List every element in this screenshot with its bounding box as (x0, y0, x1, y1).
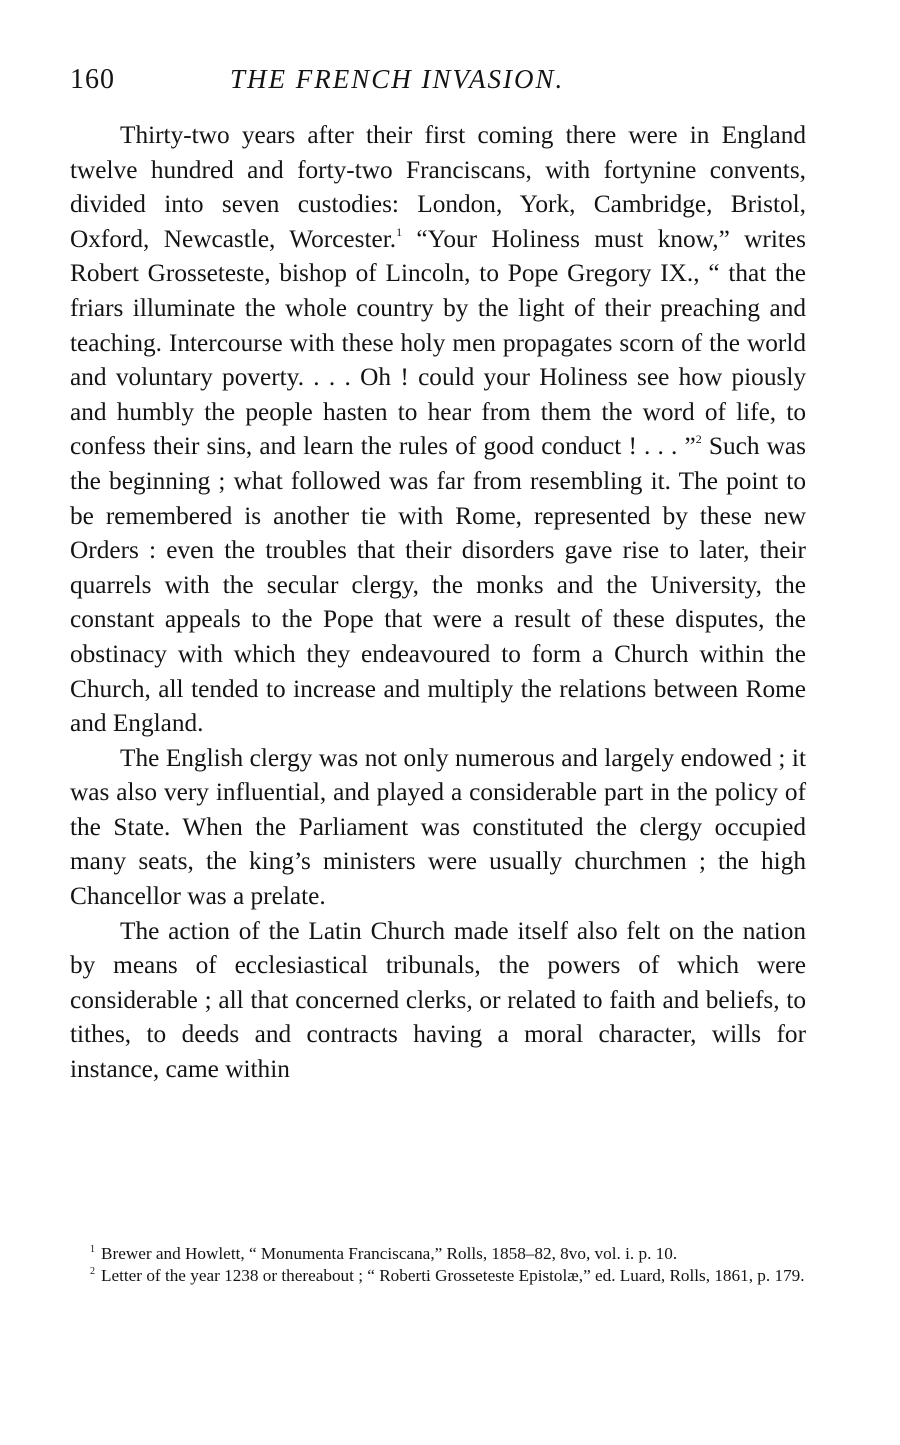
paragraph-text: “Your Holiness must know,” writes Robert Grosseteste, bishop of Lincoln, to Pope Gregory IX., “ that the friars illuminate the whole country by the light of their preaching and teaching. Intercourse with these holy men propagates scorn of the world and voluntary poverty. . . . Oh ! could your Holiness see how piously and humbly the people hasten to hear from them the word of life, to confess their sins, and learn the rules of good conduct ! . . . ” (70, 224, 806, 461)
paragraph-latin-church: The action of the Latin Church made itself also felt on the nation by means of ecclesiastical tribunals, the powers of which were considerable ; all that concerned clerks, or related to faith and beliefs, to tithes, to deeds and contracts having a moral character, wills for instance, came within (70, 916, 806, 1084)
footnote-mark: 2 (90, 1265, 95, 1277)
footnote-2 (70, 1265, 806, 1287)
footnotes (70, 1243, 806, 1286)
page-number: 160 (70, 64, 115, 95)
footnote-ref-2: 2 (695, 432, 702, 447)
body-text (70, 118, 806, 1087)
paragraph-english-clergy: The English clergy was not only numerous and largely endowed ; it was also very influential, and played a considerable part in the policy of the State. When the Parliament was constituted the clergy occupied many seats, the king’s ministers were usually churchmen ; the high Chancellor was a prelate. (70, 743, 806, 911)
footnote-1 (70, 1243, 806, 1265)
footnote-text: Brewer and Howlett, “ Monumenta Franciscana,” Rolls, 1858–82, 8vo, vol. i. p. 10. (101, 1244, 678, 1263)
footnote-ref-1: 1 (396, 224, 403, 239)
running-title: THE FRENCH INVASION. (230, 64, 565, 94)
page-header (70, 64, 810, 104)
paragraph-franciscans (70, 118, 806, 741)
footnote-mark: 1 (90, 1244, 95, 1255)
paragraph-text: Such was the beginning ; what followed was far from resembling it. The point to be remembered is another tie with Rome, represented by these new Orders : even the troubles that their disorders gave rise to later, their quarrels with the secular clergy, the monks and the University, the constant appeals to the Pope that were a result of these disputes, the obstinacy with which they endeavoured to form a Church within the Church, all tended to increase and multiply the relations between Rome and England. (70, 432, 806, 738)
paragraph-text: Thirty-two years after their first coming there were in England twelve hundred and forty-two Franciscans, with fortynine convents, divided into seven custodies: London, York, Cambridge, Bristol, Oxford, Newcastle, Worcester. (70, 121, 806, 253)
footnote-text: Letter of the year 1238 or thereabout ; “ Roberti Grosseteste Epistolæ,” ed. Luard, Rolls, 1861, p. 179. (101, 1265, 805, 1285)
